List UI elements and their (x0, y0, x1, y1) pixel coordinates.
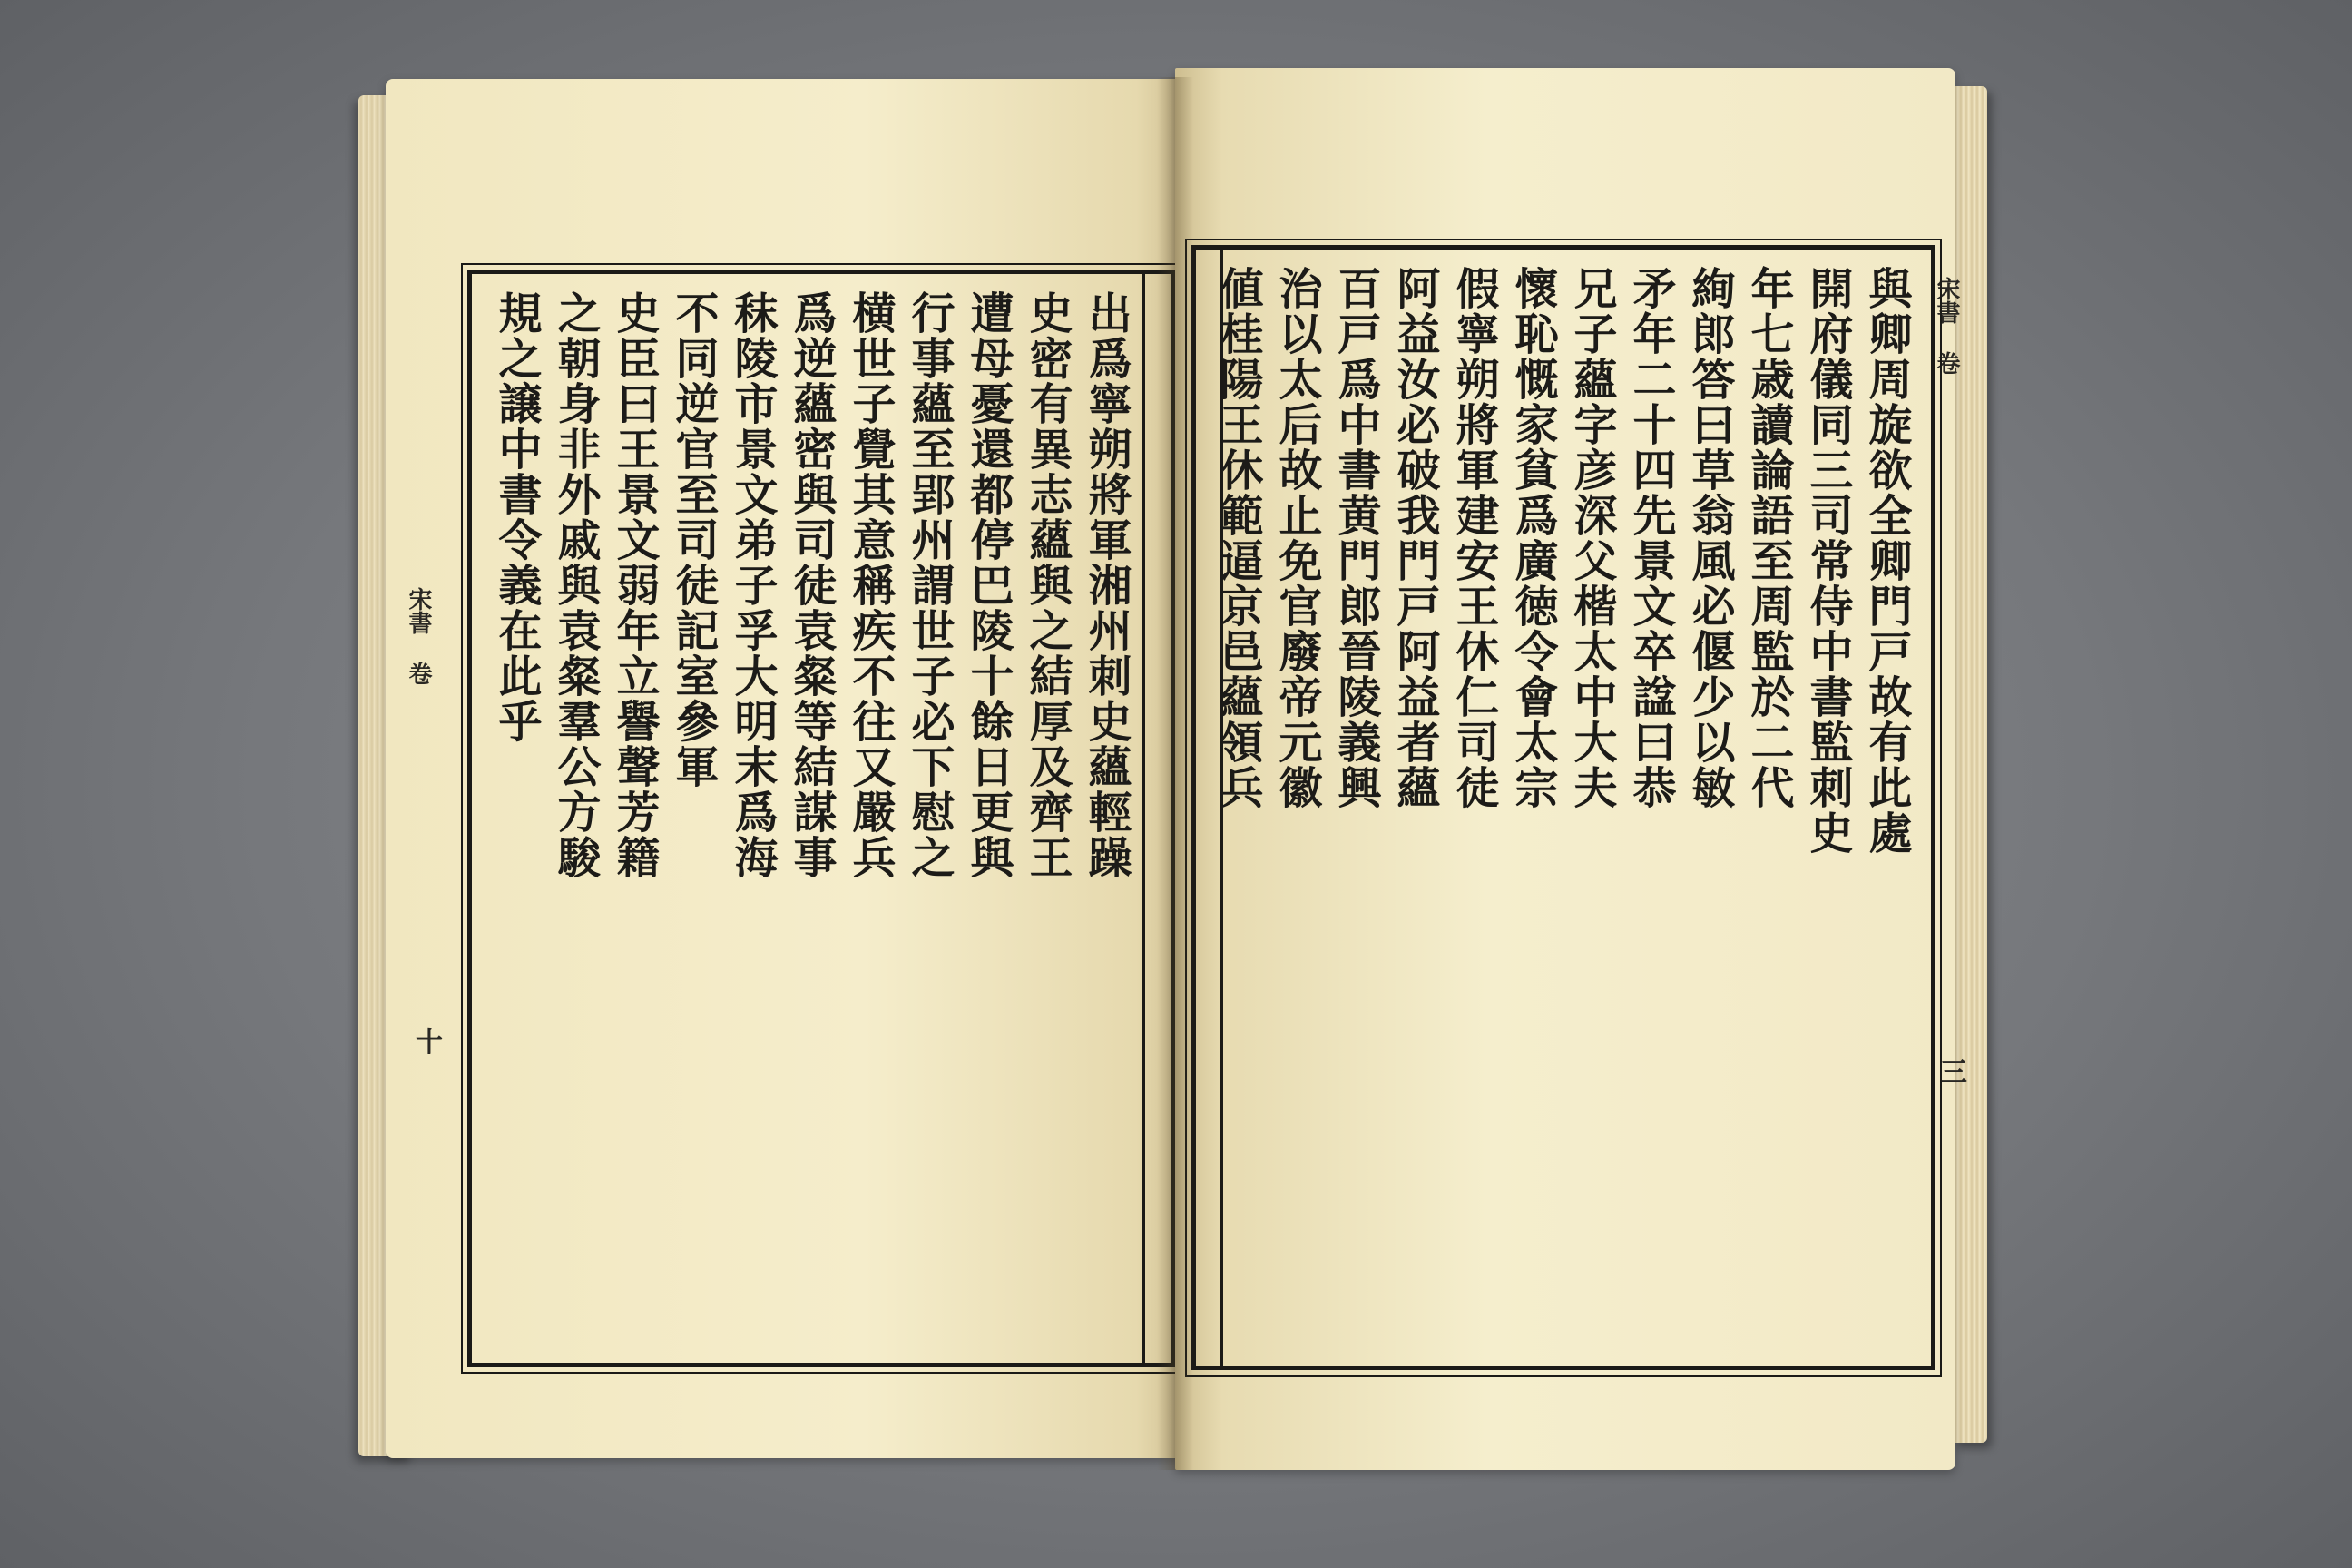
right-page (1175, 68, 1966, 1470)
text-column: 行事蘊至郢州謂世子必下慰之 (904, 290, 955, 880)
text-column: 不同逆官至司徒記室參軍 (668, 290, 719, 789)
text-column: 治以太后故止免官廢帝元徽 (1271, 266, 1322, 810)
left-text-columns (472, 290, 1134, 1348)
book-gutter (1157, 77, 1193, 1470)
open-book (358, 68, 1987, 1488)
text-column: 横世子覺其意稱疾不往又嚴兵 (845, 290, 896, 880)
text-column: 値桂陽王休範逼京邑蘊領兵 (1212, 266, 1263, 810)
text-column: 絢郎答曰草翁風必偃少以敏 (1684, 266, 1735, 810)
text-column: 開府儀同三司常侍中書監刺史 (1802, 266, 1853, 856)
text-column: 出爲寧朔將軍湘州刺史蘊輕躁 (1081, 290, 1132, 880)
text-column: 秣陵市景文弟子孚大明末爲海 (727, 290, 778, 880)
text-column: 年七歳讀論語至周監於二代 (1743, 266, 1794, 810)
right-page-number: 三 (1935, 1057, 1966, 1084)
text-column: 史密有異志蘊與之結厚及齊王 (1022, 290, 1073, 880)
text-column: 懷恥慨家貧爲廣徳令會太宗 (1507, 266, 1558, 810)
text-column: 之朝身非外戚與袁粲羣公方駿 (550, 290, 601, 880)
text-column: 史臣曰王景文弱年立譽聲芳籍 (609, 290, 660, 880)
text-column: 阿益汝必破我門戸阿益者蘊 (1389, 266, 1440, 810)
text-column: 規之譲中書令義在此乎 (491, 290, 542, 744)
text-column: 百戸爲中書黄門郎晉陵義興 (1330, 266, 1381, 810)
text-column: 矛年二十四先景文卒諡曰恭 (1625, 266, 1676, 810)
right-margin-title: 宋書 卷 (1933, 277, 1960, 375)
left-page-number: 十 (410, 1027, 442, 1054)
text-column: 兄子蘊字彦深父楷太中大夫 (1566, 266, 1617, 810)
left-text-frame (467, 270, 1175, 1367)
text-column: 與卿周旋欲全卿門戸故有此處 (1861, 266, 1912, 856)
text-column: 假寧朔將軍建安王休仁司徒 (1448, 266, 1499, 810)
text-column: 遭母憂還都停巴陵十餘日更與 (963, 290, 1014, 880)
text-column: 爲逆蘊密與司徒袁粲等結謀事 (786, 290, 837, 880)
left-margin-title: 宋書 卷 (405, 587, 432, 685)
right-text-columns (1212, 266, 1915, 1351)
right-text-frame (1191, 245, 1936, 1370)
left-page (386, 79, 1184, 1458)
left-fishtail-rule (1142, 274, 1145, 1363)
